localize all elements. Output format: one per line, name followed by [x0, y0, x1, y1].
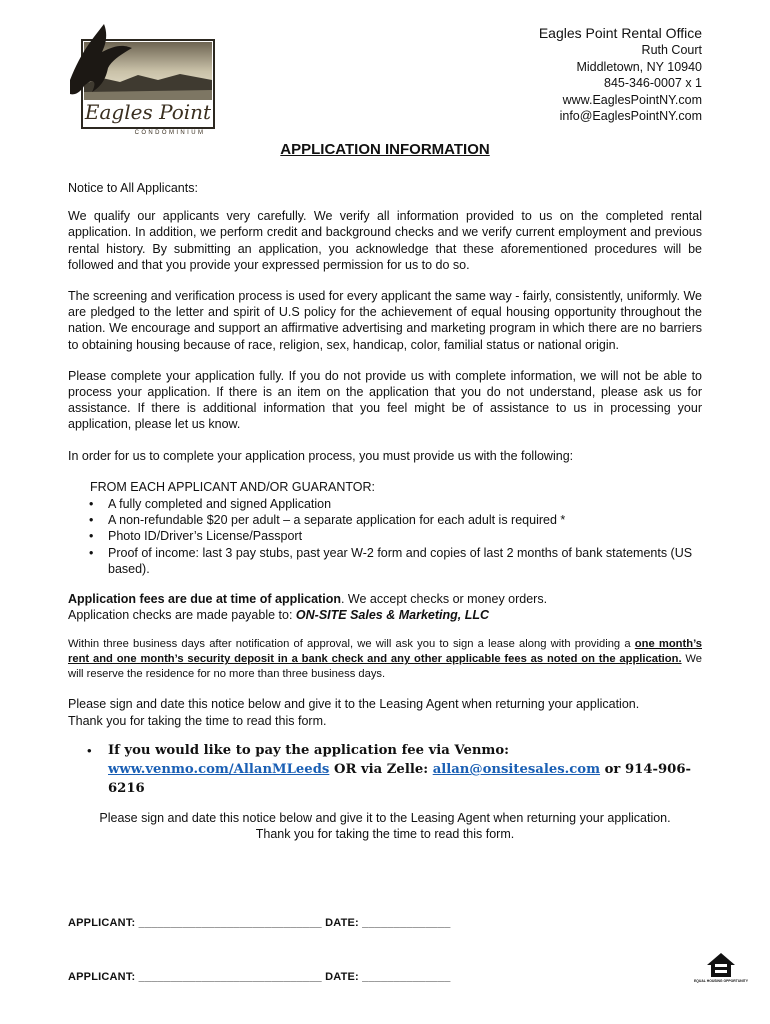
- eho-caption: EQUAL HOUSING OPPORTUNITY: [693, 979, 749, 983]
- document-body: [68, 180, 702, 857]
- equal-housing-opportunity-icon: [693, 949, 749, 985]
- approval-paragraph: [68, 637, 702, 682]
- fees-due-text: Application fees are due at time of application: [68, 592, 341, 607]
- zelle-phone: or 914-906-6216: [108, 761, 691, 796]
- fees-paragraph: [68, 591, 702, 623]
- office-address-block: [539, 24, 702, 125]
- bullet-icon: •: [87, 742, 92, 758]
- venmo-link[interactable]: www.venmo.com/AllanMLeeds: [108, 761, 330, 777]
- office-phone: 845-346-0007 x 1: [604, 76, 702, 90]
- office-website: www.EaglesPointNY.com: [562, 92, 702, 107]
- paragraph-complete-application: Please complete your application fully. If you do not provide us with complete information, we will not be able to process your application. If there is an item on the application that you do not understand, please ask us for assistance. If there is additional information that you feel might be of assistance to us in processing your application, please let us know.: [68, 368, 702, 432]
- notice-heading: Notice to All Applicants:: [68, 181, 198, 195]
- approval-deposit-terms: one month’s rent and one month’s security deposit in a bank check and any other applicable fees as noted on the application.: [68, 638, 702, 666]
- logo-sub-text: CONDOMINIUM: [134, 130, 206, 136]
- venmo-intro: If you would like to pay the application fee via Venmo:: [108, 742, 510, 758]
- venmo-links-line: [108, 760, 702, 798]
- eagles-point-logo: [62, 20, 232, 138]
- office-street: Ruth Court: [641, 43, 702, 57]
- office-name: Eagles Point Rental Office: [538, 25, 702, 41]
- paragraph-screening: The screening and verification process is used for every applicant the same way - fairly, consistently, uniformly. We are pledged to the letter and spirit of U.S policy for the achievement of equal housing opportunity throughout the nation. We encourage and support an affirmative advertising and marketing program in which there are no barriers to obtaining housing because of race, religion, sex, handicap, color, familial status or national origin.: [68, 289, 702, 352]
- list-item: • Proof of income: last 3 pay stubs, past year W-2 form and copies of last 2 months of bank statements (US based).: [108, 545, 702, 577]
- list-item: • Photo ID/Driver’s License/Passport: [108, 528, 702, 544]
- approval-prefix: Within three business days after notification of approval, we will ask you to sign a lease along with providing a: [68, 638, 635, 651]
- sign-notice-text-2: Please sign and date this notice below and give it to the Leasing Agent when returning your application.: [99, 810, 671, 825]
- fees-accept-text: . We accept checks or money orders.: [340, 592, 548, 607]
- venmo-payment-block: [68, 741, 702, 798]
- fees-payable-text: Application checks are made payable to:: [68, 608, 296, 623]
- applicant-signature-line-2[interactable]: APPLICANT: _____________________________ DATE: ______________: [68, 971, 451, 983]
- office-email: info@EaglesPointNY.com: [559, 109, 702, 123]
- sign-notice-text-1: Please sign and date this notice below and give it to the Leasing Agent when returning your application.: [68, 697, 640, 712]
- list-item: • A non-refundable $20 per adult – a separate application for each adult is required *: [108, 512, 702, 528]
- list-item: • A fully completed and signed Application: [108, 496, 702, 512]
- from-each-applicant: FROM EACH APPLICANT AND/OR GUARANTOR:: [90, 479, 376, 494]
- thanks-text-2: Thank you for taking the time to read this form.: [255, 827, 515, 842]
- zelle-label: OR via Zelle:: [329, 761, 433, 777]
- applicant-signature-line-1[interactable]: APPLICANT: _____________________________ DATE: ______________: [68, 917, 451, 929]
- logo-brand-text: Eagles Point: [84, 100, 212, 124]
- fees-payee: ON-SITE Sales & Marketing, LLC: [295, 608, 490, 623]
- office-city: Middletown, NY 10940: [576, 59, 702, 74]
- thanks-text-1: Thank you for taking the time to read this form.: [68, 713, 327, 728]
- requirements-list: [68, 496, 702, 577]
- approval-suffix: We will reserve the residence for no more than three business days.: [68, 653, 702, 681]
- page-title: APPLICATION INFORMATION: [280, 141, 490, 158]
- sign-notice-paragraph-2: [68, 810, 702, 842]
- paragraph-qualify: We qualify our applicants very carefully. We verify all information provided to us on the completed rental application. In addition, we perform credit and background checks and we verify current employment and previous rental history. By submitting an application, you acknowledge that these aforementioned procedures will be followed and that you provide your expressed permission for us to do so.: [68, 209, 702, 272]
- paragraph-requirements-intro: In order for us to complete your application process, you must provide us with the following:: [68, 448, 574, 463]
- sign-notice-paragraph-1: [68, 696, 702, 728]
- zelle-email-link[interactable]: allan@onsitesales.com: [432, 761, 601, 777]
